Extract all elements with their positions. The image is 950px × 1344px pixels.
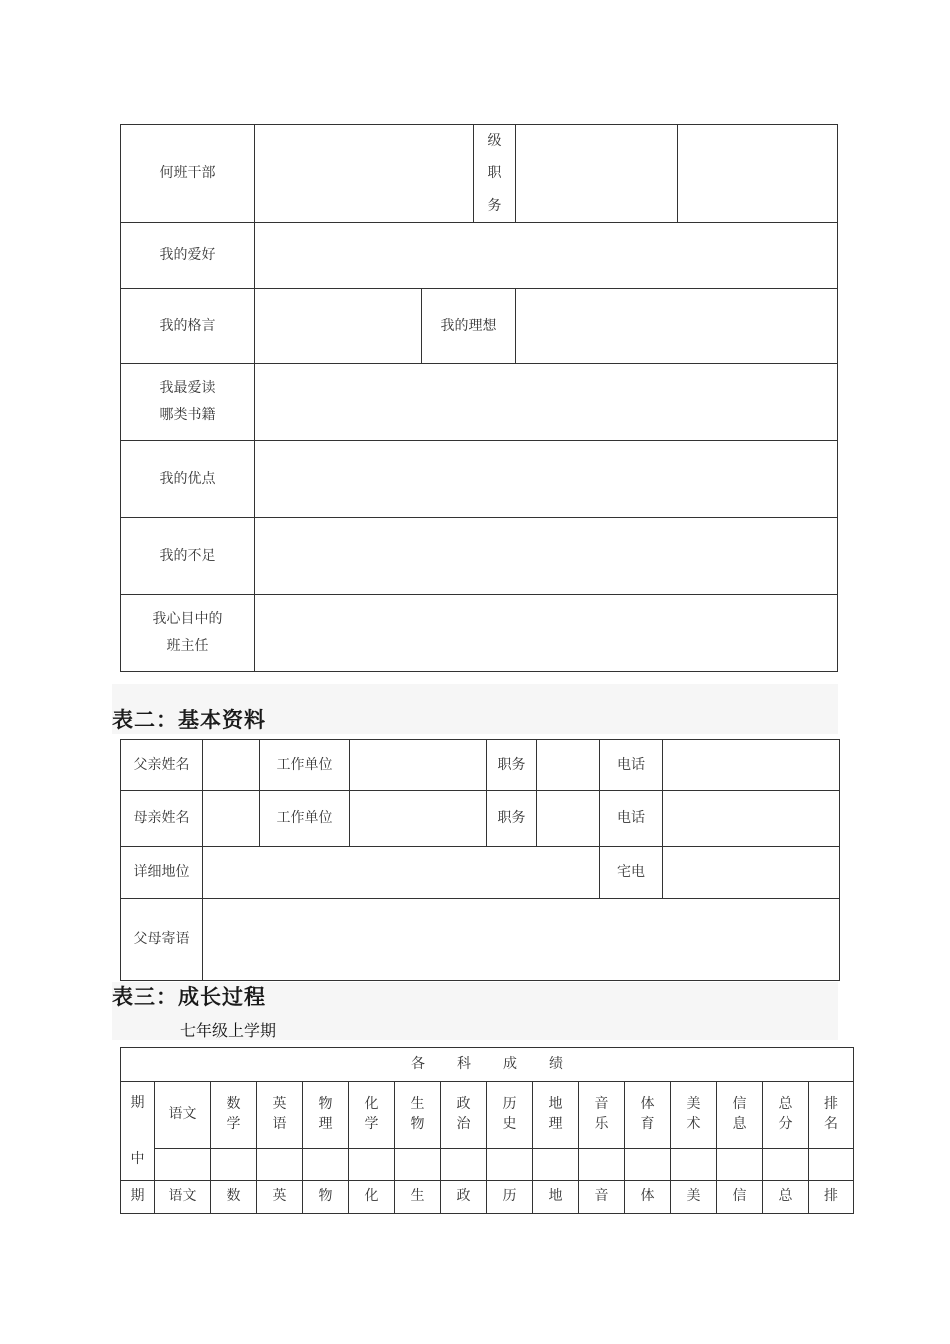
midterm-score-it[interactable]: [717, 1149, 763, 1181]
table3-heading: 表三：成长过程: [112, 985, 266, 1009]
father-phone-value[interactable]: [663, 740, 840, 791]
personal-info-table: [120, 124, 838, 672]
mother-name-label: 母亲姓名: [121, 791, 203, 847]
motto-label: 我的格言: [121, 289, 255, 364]
final-subject-biology: 生: [395, 1181, 441, 1214]
midterm-score-history[interactable]: [487, 1149, 533, 1181]
ideal-value[interactable]: [516, 289, 838, 364]
father-work-label: 工作单位: [260, 740, 350, 791]
parent-message-value[interactable]: [203, 899, 840, 981]
final-label: 期: [121, 1181, 155, 1214]
hobby-label: 我的爱好: [121, 223, 255, 289]
final-subject-pe: 体: [625, 1181, 671, 1214]
father-work-value[interactable]: [350, 740, 487, 791]
ideal-label: 我的理想: [422, 289, 516, 364]
final-subject-rank: 排: [809, 1181, 854, 1214]
midterm-score-art[interactable]: [671, 1149, 717, 1181]
address-value[interactable]: [203, 847, 600, 899]
subject-chemistry: 化 学: [349, 1082, 395, 1149]
motto-value[interactable]: [255, 289, 422, 364]
subject-music: 音 乐: [579, 1082, 625, 1149]
favorite-books-label: 我最爱读 哪类书籍: [121, 364, 255, 441]
father-phone-label: 电话: [600, 740, 663, 791]
strengths-label: 我的优点: [121, 441, 255, 518]
midterm-score-english[interactable]: [257, 1149, 303, 1181]
subject-history: 历 史: [487, 1082, 533, 1149]
subject-art: 美 术: [671, 1082, 717, 1149]
final-subject-physics: 物: [303, 1181, 349, 1214]
midterm-score-chinese[interactable]: [155, 1149, 211, 1181]
mother-phone-label: 电话: [600, 791, 663, 847]
midterm-score-geography[interactable]: [533, 1149, 579, 1181]
position-label: 级 职 务: [474, 125, 516, 223]
midterm-score-math[interactable]: [211, 1149, 257, 1181]
mother-name-value[interactable]: [203, 791, 260, 847]
subject-total: 总 分: [763, 1082, 809, 1149]
midterm-score-pe[interactable]: [625, 1149, 671, 1181]
subject-physics: 物 理: [303, 1082, 349, 1149]
weaknesses-label: 我的不足: [121, 518, 255, 595]
final-subject-total: 总: [763, 1181, 809, 1214]
home-phone-label: 宅电: [600, 847, 663, 899]
subject-politics: 政 治: [441, 1082, 487, 1149]
father-name-label: 父亲姓名: [121, 740, 203, 791]
midterm-score-rank[interactable]: [809, 1149, 854, 1181]
class-cadre-value[interactable]: [255, 125, 474, 223]
final-subject-art: 美: [671, 1181, 717, 1214]
mother-position-value[interactable]: [537, 791, 600, 847]
final-subject-english: 英: [257, 1181, 303, 1214]
final-subject-it: 信: [717, 1181, 763, 1214]
class-cadre-label: 何班干部: [121, 125, 255, 223]
subject-pe: 体 育: [625, 1082, 671, 1149]
home-phone-value[interactable]: [663, 847, 840, 899]
mother-work-value[interactable]: [350, 791, 487, 847]
midterm-label: 期 中: [121, 1082, 155, 1181]
weaknesses-value[interactable]: [255, 518, 838, 595]
subject-math: 数 学: [211, 1082, 257, 1149]
address-label: 详细地位: [121, 847, 203, 899]
mother-position-label: 职务: [487, 791, 537, 847]
final-subject-history: 历: [487, 1181, 533, 1214]
father-name-value[interactable]: [203, 740, 260, 791]
ideal-teacher-label: 我心目中的 班主任: [121, 595, 255, 672]
midterm-score-chemistry[interactable]: [349, 1149, 395, 1181]
strengths-value[interactable]: [255, 441, 838, 518]
hobby-value[interactable]: [255, 223, 838, 289]
basic-info-table: [120, 739, 840, 981]
final-subject-math: 数: [211, 1181, 257, 1214]
grades-title: 各 科 成 绩: [121, 1048, 854, 1082]
subject-english: 英 语: [257, 1082, 303, 1149]
midterm-score-music[interactable]: [579, 1149, 625, 1181]
father-position-label: 职务: [487, 740, 537, 791]
final-subject-politics: 政: [441, 1181, 487, 1214]
midterm-score-biology[interactable]: [395, 1149, 441, 1181]
subject-it: 信 息: [717, 1082, 763, 1149]
subject-geography: 地 理: [533, 1082, 579, 1149]
subject-chinese: 语文: [155, 1082, 211, 1149]
final-subject-geography: 地: [533, 1181, 579, 1214]
mother-phone-value[interactable]: [663, 791, 840, 847]
position-value[interactable]: [516, 125, 678, 223]
final-subject-chemistry: 化: [349, 1181, 395, 1214]
position-extra-value[interactable]: [678, 125, 838, 223]
midterm-score-total[interactable]: [763, 1149, 809, 1181]
final-subject-chinese: 语文: [155, 1181, 211, 1214]
favorite-books-value[interactable]: [255, 364, 838, 441]
midterm-score-politics[interactable]: [441, 1149, 487, 1181]
term-label: 七年级上学期: [180, 1021, 277, 1040]
subject-biology: 生 物: [395, 1082, 441, 1149]
final-subject-music: 音: [579, 1181, 625, 1214]
subject-rank: 排 名: [809, 1082, 854, 1149]
grades-table: [120, 1047, 854, 1214]
father-position-value[interactable]: [537, 740, 600, 791]
parent-message-label: 父母寄语: [121, 899, 203, 981]
ideal-teacher-value[interactable]: [255, 595, 838, 672]
mother-work-label: 工作单位: [260, 791, 350, 847]
table2-heading: 表二：基本资料: [112, 708, 266, 732]
midterm-score-physics[interactable]: [303, 1149, 349, 1181]
